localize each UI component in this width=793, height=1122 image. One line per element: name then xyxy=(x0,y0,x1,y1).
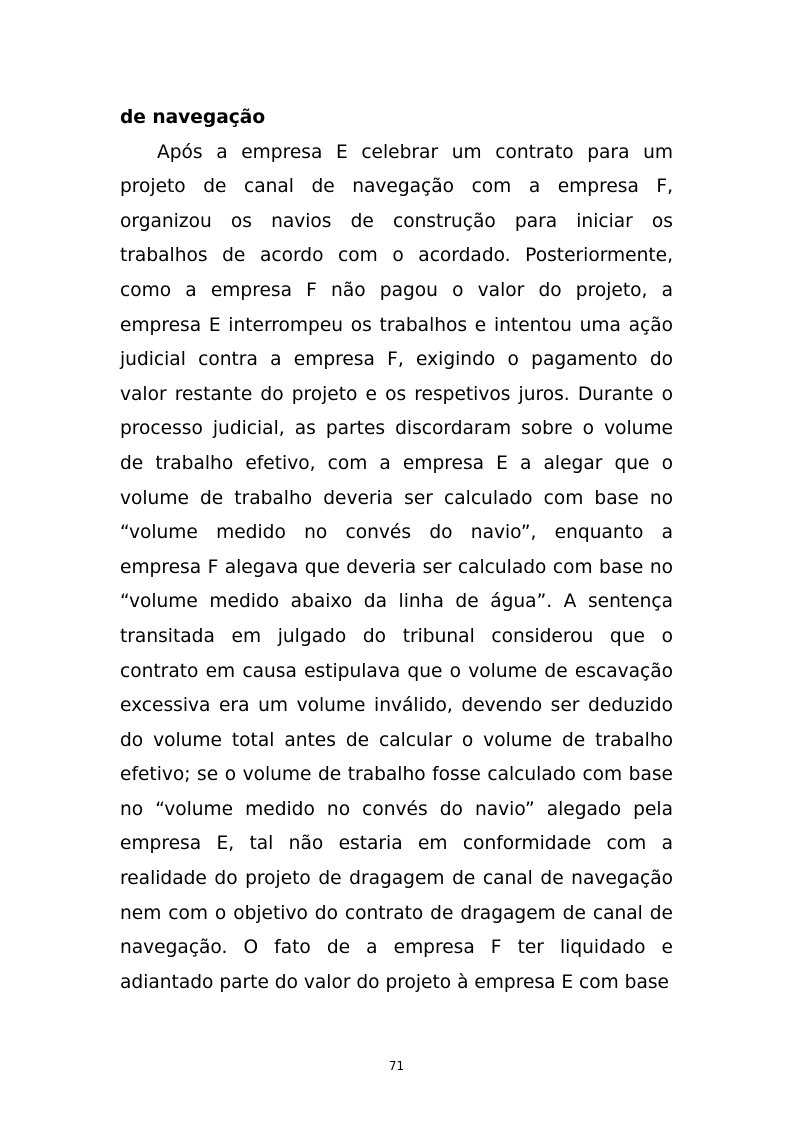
page-number: 71 xyxy=(388,1059,405,1073)
body-paragraph: Após a empresa E celebrar um contrato para um projeto de canal de navegação com a empresa F, organizou os navios de construção para iniciar os trabalhos de acordo com o acordado. Posteriormente, como a empresa F não pagou o valor do projeto, a empresa E interrompeu os trabalhos e intentou uma ação judicial contra a empresa F, exigindo o pagamento do valor restante do projeto e os respetivos juros. Durante o processo judicial, as partes discordaram sobre o volume de trabalho efetivo, com a empresa E a alegar que o volume de trabalho deveria ser calculado com base no “volume medido no convés do navio”, enquanto a empresa F alegava que deveria ser calculado com base no “volume medido abaixo da linha de água”. A sentença transitada em julgado do tribunal considerou que o contrato em causa estipulava que o volume de escavação excessiva era um volume inválido, devendo ser deduzido do volume total antes de calcular o volume de trabalho efetivo; se o volume de trabalho fosse calculado com base no “volume medido no convés do navio” alegado pela empresa E, tal não estaria em conformidade com a realidade do projeto de dragagem de canal de navegação nem com o objetivo do contrato de dragagem de canal de navegação. O fato de a empresa F ter liquidado e adiantado parte do valor do projeto à empresa E com base xyxy=(120,141,673,993)
section-heading: de navegação xyxy=(120,107,266,128)
page-content xyxy=(120,101,673,1000)
